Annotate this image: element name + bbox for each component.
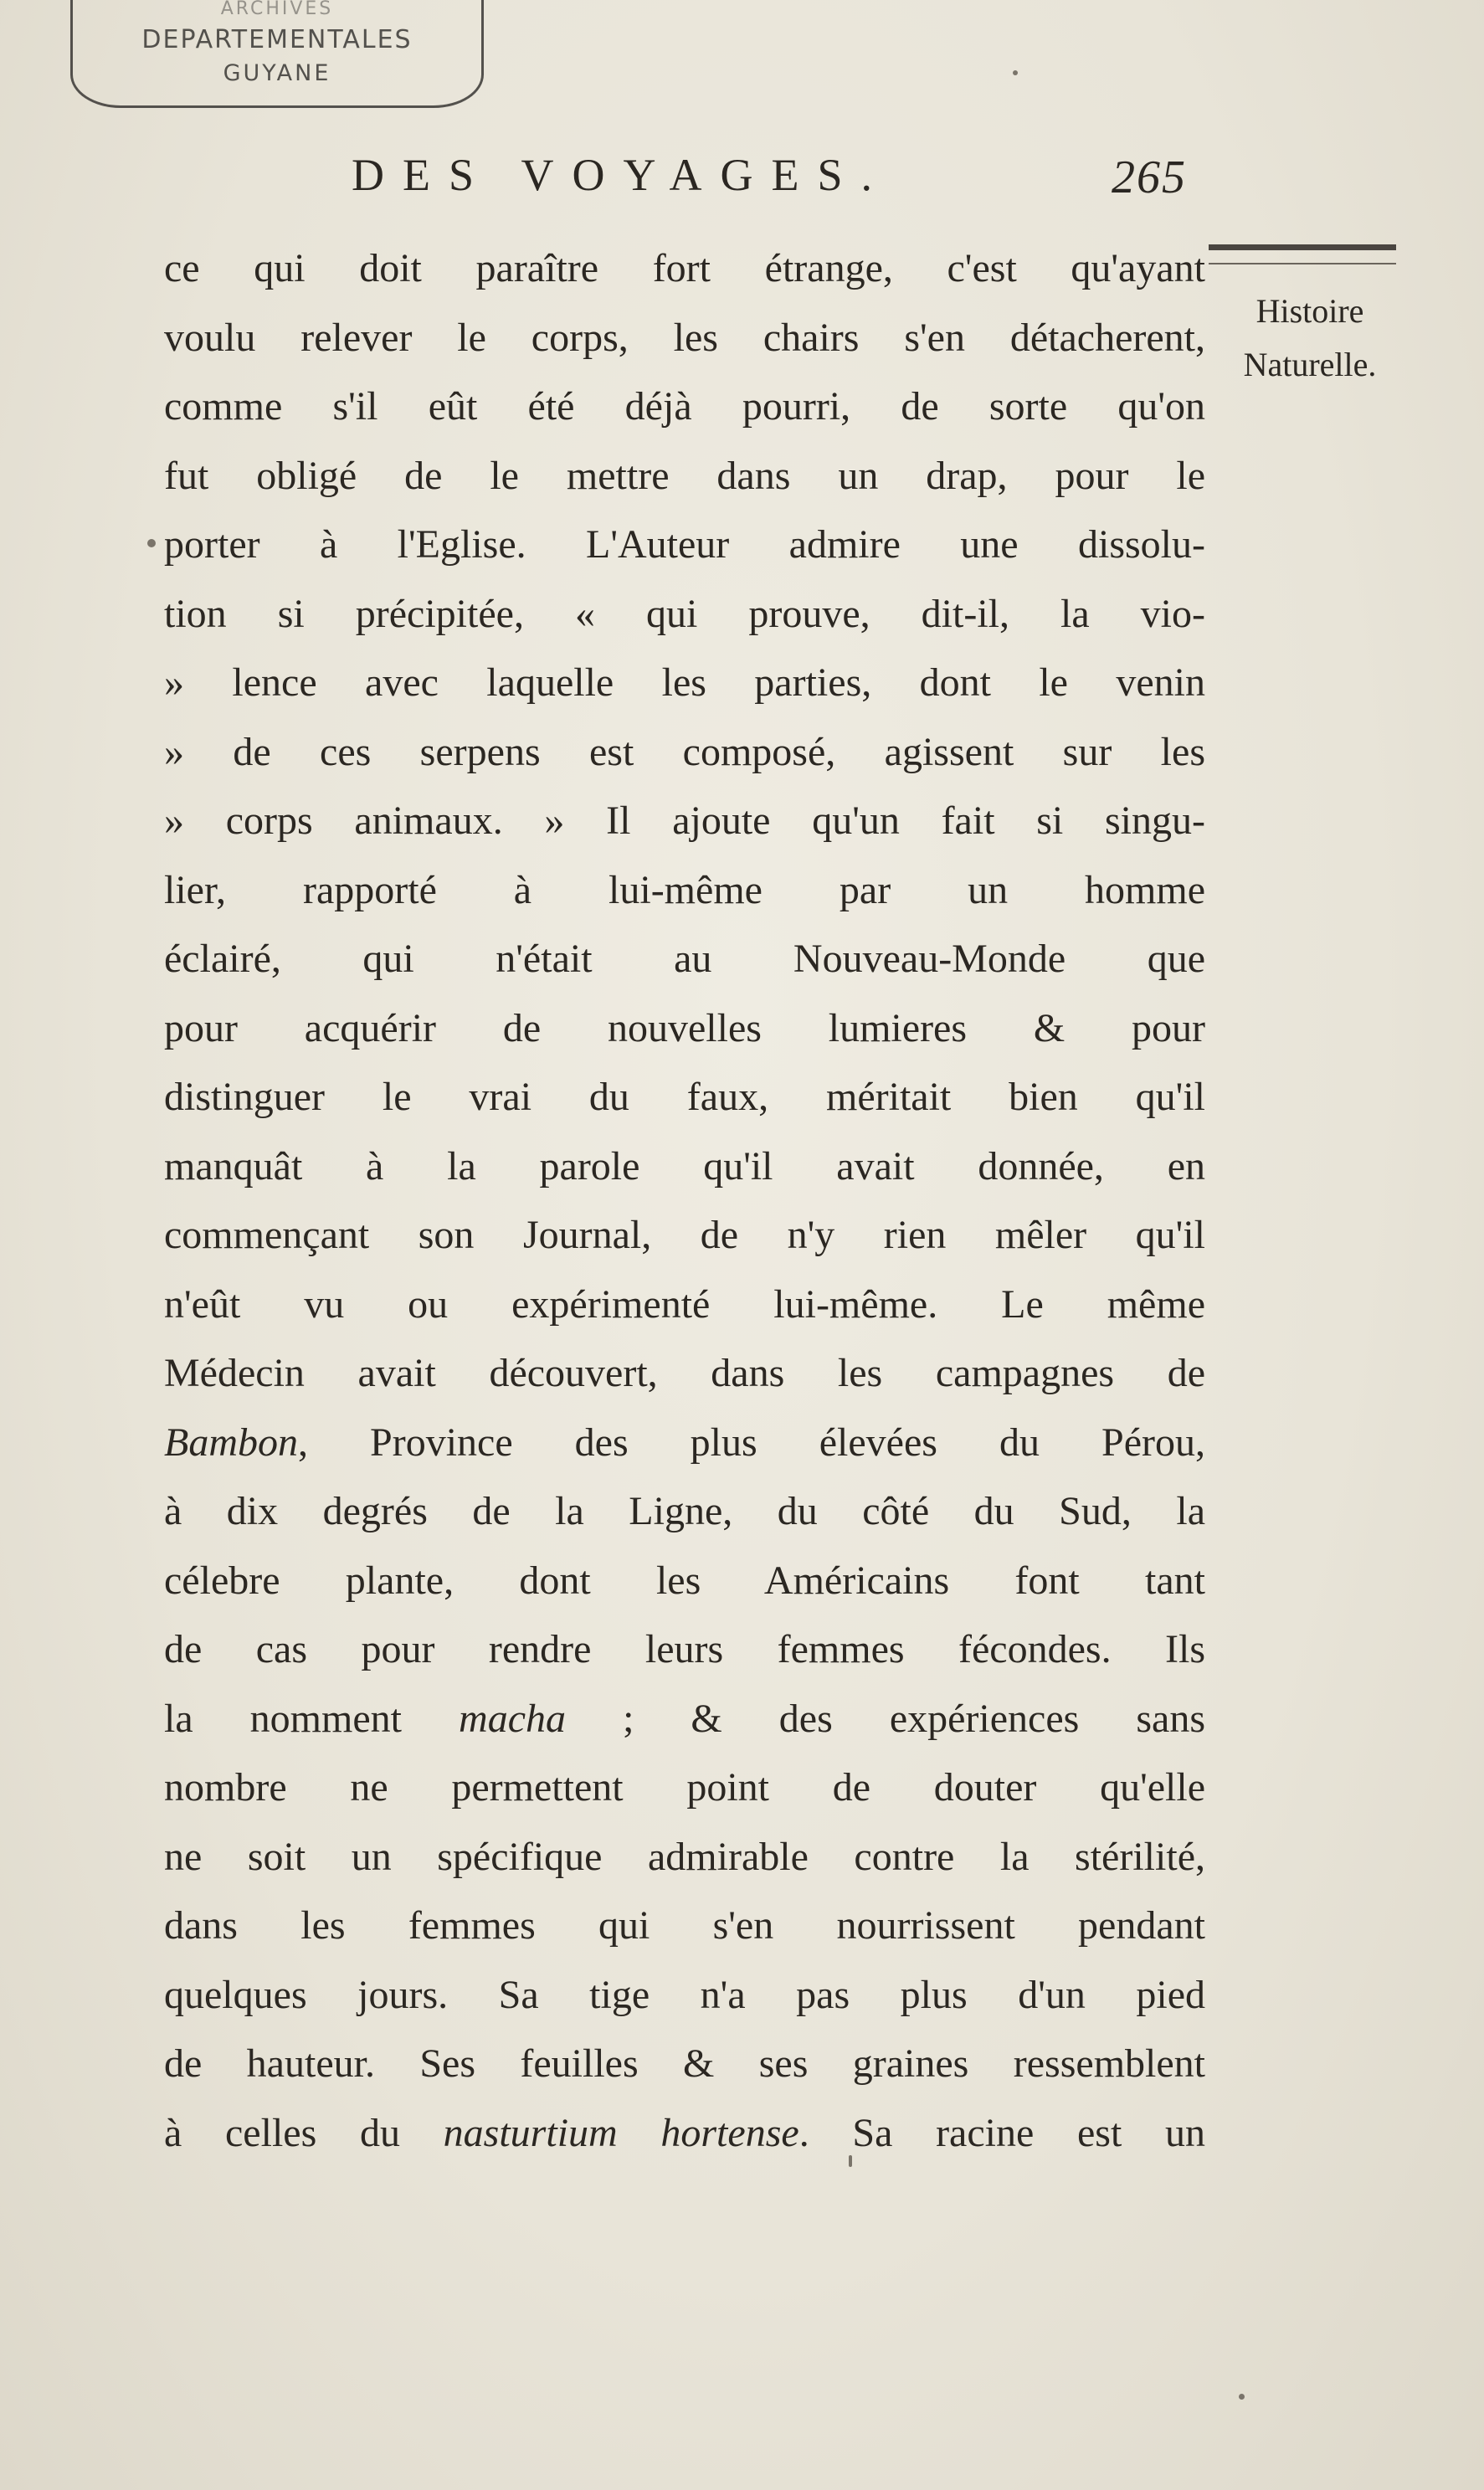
text-line: distinguer le vrai du faux, méritait bien qu'il: [164, 1075, 1205, 1119]
text-line: pour acquérir de nouvelles lumieres & pour: [164, 1005, 1205, 1050]
text-line: Médecin avait découvert, dans les campagnes de: [164, 1351, 1205, 1395]
text-line: n'eût vu ou expérimenté lui-même. Le même: [164, 1281, 1205, 1327]
text-fragment: . Sa racine est un: [798, 2110, 1205, 2155]
margin-note-line-2: Naturelle.: [1243, 346, 1377, 383]
text-line: lier, rapporté à lui-même par un homme: [164, 867, 1205, 912]
margin-note: [1205, 285, 1415, 392]
paper-speck: [1013, 70, 1018, 75]
margin-note-line-1: Histoire: [1255, 292, 1364, 330]
paper-speck: [1239, 2394, 1245, 2400]
text-line: de cas pour rendre leurs femmes fécondes. Ils: [164, 1627, 1205, 1671]
text-fragment: ; & des expériences sans: [623, 1696, 1205, 1741]
paper-speck: [849, 2155, 852, 2167]
paper-speck: [147, 539, 156, 547]
text-line: voulu relever le corps, les chairs s'en détacherent,: [164, 315, 1205, 360]
punctuation: ,: [297, 1420, 308, 1465]
text-line: manquât à la parole qu'il avait donnée, en: [164, 1143, 1205, 1189]
text-fragment: à celles du: [164, 2110, 400, 2155]
text-line: célebre plante, dont les Américains font tant: [164, 1558, 1205, 1603]
text-line: » lence avec laquelle les parties, dont le venin: [164, 660, 1205, 705]
text-line: fut obligé de le mettre dans un drap, pour le: [164, 453, 1205, 498]
text-line: porter à l'Eglise. L'Auteur admire une dissolu-: [164, 522, 1205, 567]
stamp-line-2: DEPARTEMENTALES: [141, 25, 413, 54]
text-line: tion si précipitée, « qui prouve, dit-il, la vio-: [164, 591, 1205, 636]
margin-rule: [1209, 244, 1396, 250]
text-line: ne soit un spécifique admirable contre la stérilité,: [164, 1834, 1205, 1879]
running-title: DES VOYAGES.: [352, 150, 891, 200]
margin-rule-thin: [1209, 263, 1396, 264]
stamp-line-3: GUYANE: [223, 60, 331, 86]
stamp-line-1: ARCHIVES: [220, 0, 334, 19]
page-number: 265: [1112, 151, 1187, 203]
text-line: quelques jours. Sa tige n'a pas plus d'un pied: [164, 1972, 1205, 2017]
text-line-macha: [164, 1685, 1205, 1754]
text-line: commençant son Journal, de n'y rien mêler qu'il: [164, 1213, 1205, 1257]
italic-term: nasturtium hortense: [443, 2110, 799, 2155]
text-line: éclairé, qui n'était au Nouveau-Monde que: [164, 937, 1205, 981]
archive-stamp: [70, 0, 484, 108]
body-text: [164, 234, 1205, 2168]
text-line: » de ces serpens est composé, agissent sur les: [164, 729, 1205, 774]
text-line-nasturtium: [164, 2099, 1205, 2169]
text-line: » corps animaux. » Il ajoute qu'un fait si singu-: [164, 798, 1205, 843]
text-fragment: Province des plus élevées du Pérou,: [370, 1420, 1205, 1465]
italic-term: macha: [459, 1696, 567, 1741]
text-line: à dix degrés de la Ligne, du côté du Sud, la: [164, 1489, 1205, 1533]
text-line: dans les femmes qui s'en nourrissent pendant: [164, 1903, 1205, 1948]
text-line: de hauteur. Ses feuilles & ses graines ressemblent: [164, 2041, 1205, 2086]
text-line-bambon: [164, 1409, 1205, 1478]
text-line: nombre ne permettent point de douter qu'elle: [164, 1765, 1205, 1810]
text-line: ce qui doit paraître fort étrange, c'est qu'ayant: [164, 246, 1205, 290]
text-fragment: la nomment: [164, 1696, 402, 1741]
text-line: comme s'il eût été déjà pourri, de sorte qu'on: [164, 384, 1205, 429]
italic-term: Bambon: [164, 1420, 298, 1465]
